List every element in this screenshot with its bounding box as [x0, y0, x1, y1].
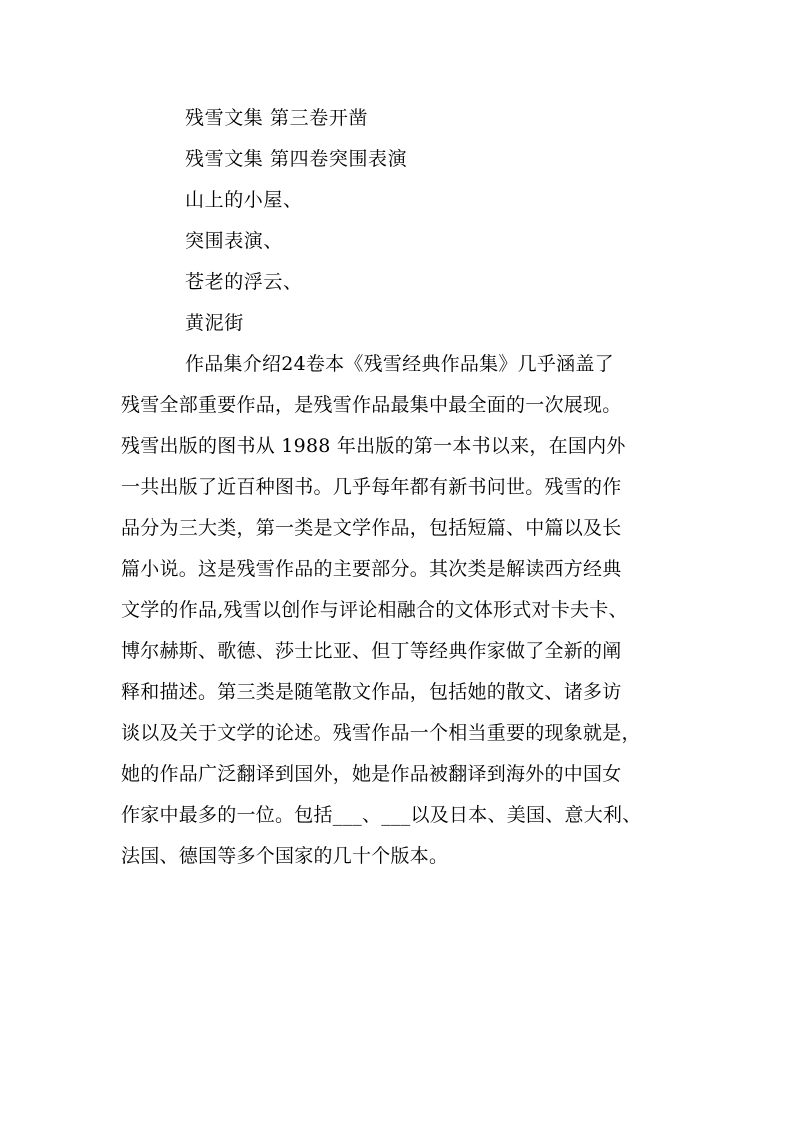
paragraph-line: 法国、德国等多个国家的几十个版本。: [121, 845, 449, 867]
paragraph-line: 作品集介绍24卷本《残雪经典作品集》几乎涵盖了: [185, 353, 614, 375]
list-item: 残雪文集 第四卷突围表演: [185, 148, 408, 170]
paragraph-line: 谈以及关于文学的论述。残雪作品一个相当重要的现象就是，: [121, 722, 641, 744]
paragraph-line: 残雪全部重要作品，是残雪作品最集中最全面的一次展现。: [121, 394, 622, 416]
paragraph-line: 篇小说。这是残雪作品的主要部分。其次类是解读西方经典: [121, 558, 622, 580]
paragraph-line: 文学的作品,残雪以创作与评论相融合的文体形式对卡夫卡、: [121, 599, 628, 621]
paragraph-line: 一共出版了近百种图书。几乎每年都有新书问世。残雪的作: [121, 476, 622, 498]
paragraph-line: 作家中最多的一位。包括___、___以及日本、美国、意大利、: [121, 804, 642, 826]
body-paragraph: [121, 344, 681, 877]
paragraph-line: 博尔赫斯、歌德、莎士比亚、但丁等经典作家做了全新的阐: [121, 640, 622, 662]
list-item: 苍老的浮云、: [185, 271, 303, 293]
list-item: 突围表演、: [185, 230, 284, 252]
paragraph-line: 释和描述。第三类是随笔散文作品，包括她的散文、诸多访: [121, 681, 622, 703]
paragraph-line: 残雪出版的图书从 1988 年出版的第一本书以来，在国内外: [121, 435, 626, 457]
list-item: 残雪文集 第三卷开凿: [185, 107, 369, 129]
paragraph-line: 品分为三大类，第一类是文学作品，包括短篇、中篇以及长: [121, 517, 622, 539]
paragraph-line: 她的作品广泛翻译到国外，她是作品被翻译到海外的中国女: [121, 763, 622, 785]
list-item: 山上的小屋、: [185, 189, 303, 211]
document-content: [121, 98, 681, 877]
list-item: 黄泥街: [185, 312, 244, 334]
